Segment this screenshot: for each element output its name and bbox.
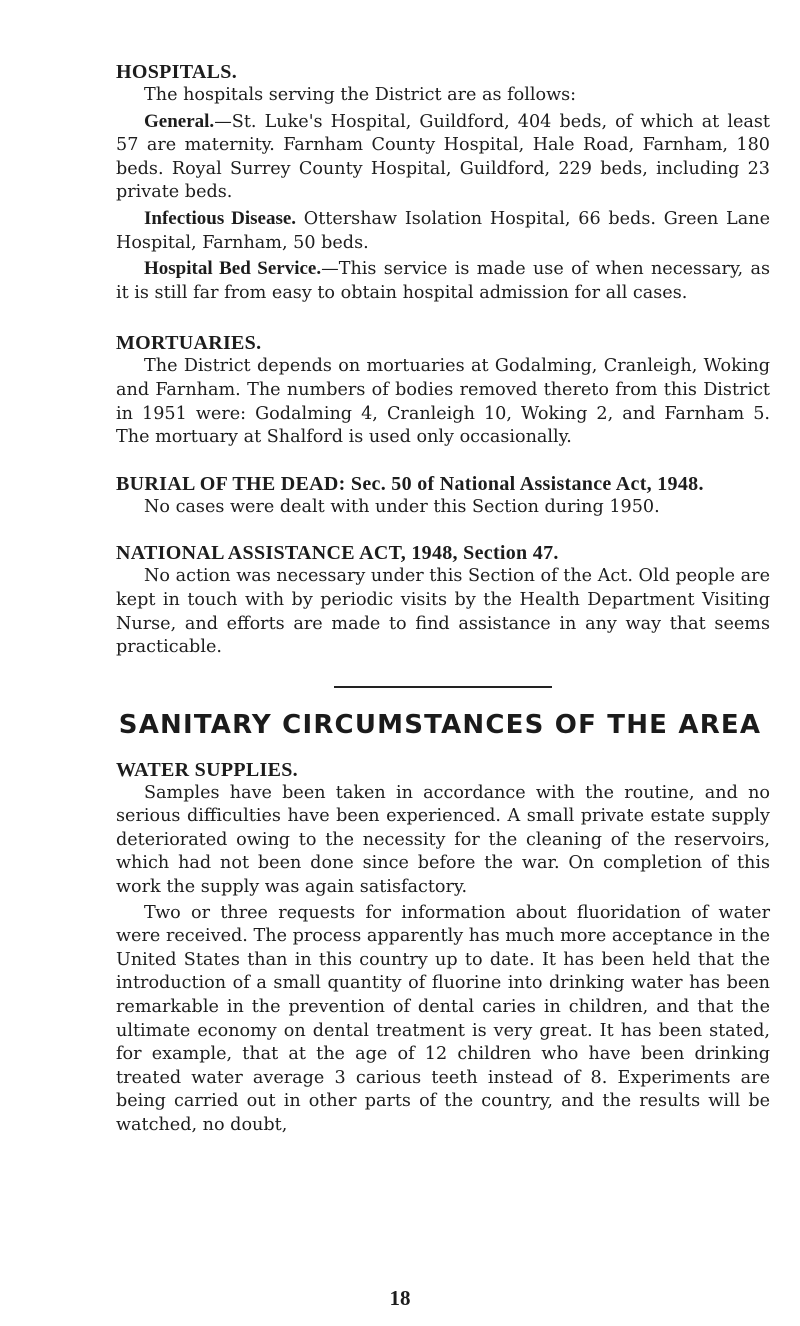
burial-heading: BURIAL OF THE DEAD: Sec. 50 of National Assistance Act, 1948. [116,472,704,495]
mortuaries-paragraph: The District depends on mortuaries at Godalming, Cranleigh, Woking and Farnham. The numbers of bodies removed thereto from this District in 1951 were: Godalming 4, Cranleigh 10, Woking 2, and Farnham 5. The mortuary at Shalford is used only occasionally. [116,356,770,448]
general-lead: General. [144,110,215,132]
sanitary-circumstances-title: SANITARY CIRCUMSTANCES OF THE AREA [118,709,762,740]
infectious-text: Ottershaw Isolation Hospital, 66 beds. Green Lane Hospital, Farnham, 50 beds. [116,208,770,253]
burial-paragraph: No cases were dealt with under this Section during 1950. [144,496,660,517]
water-supplies-paragraph-1: Samples have been taken in accordance with the routine, and no serious difficulties have been experienced. A small private estate supply deteriorated owing to the necessity for the cleaning of the reservoirs, which had not been done since before the war. On completion of this work the supply was again satisfactory. [116,782,770,898]
water-supplies-heading: WATER SUPPLIES. [116,758,298,781]
hospitals-intro: The hospitals serving the District are as follows: [144,85,577,105]
national-assistance-heading: NATIONAL ASSISTANCE ACT, 1948, Section 47. [116,542,559,565]
page-number: 18 [389,1286,411,1310]
document-page [116,60,770,1138]
hospitals-bed-service-paragraph [116,257,770,305]
infectious-lead: Infectious Disease. [144,207,297,229]
hospitals-heading: HOSPITALS. [116,61,237,83]
general-text: —St. Luke's Hospital, Guildford, 404 beds, of which at least 57 are maternity. Farnham County Hospital, Hale Road, Farnham, 180 beds. Royal Surrey County Hospital, Guildford, 229 beds, including 23 private beds. [116,111,770,203]
national-assistance-paragraph: No action was necessary under this Section of the Act. Old people are kept in touch with by periodic visits by the Health Department Visiting Nurse, and efforts are made to find assistance in any way that seems practicable. [116,566,770,658]
hospitals-general-paragraph [116,110,770,205]
bed-service-lead: Hospital Bed Service. [144,258,322,280]
section-divider [334,686,552,688]
mortuaries-heading: MORTUARIES. [116,332,262,355]
bed-service-text: —This service is made use of when necessary, as it is still far from easy to obtain hospital admission for all cases. [116,259,770,303]
water-supplies-paragraph-2: Two or three requests for information about fluoridation of water were received. The process apparently has much more acceptance in the United States than in this country up to date. It has been held that the introduction of a small quantity of fluorine into drinking water has been remarkable in the prevention of dental caries in children, and that the ultimate economy on dental treatment is very great. It has been stated, for example, that at the age of 12 children who have been drinking treated water average 3 carious teeth instead of 8. Experiments are being carried out in other parts of the country, and the results will be watched, no doubt, [116,902,770,1135]
hospitals-infectious-paragraph [116,207,770,255]
